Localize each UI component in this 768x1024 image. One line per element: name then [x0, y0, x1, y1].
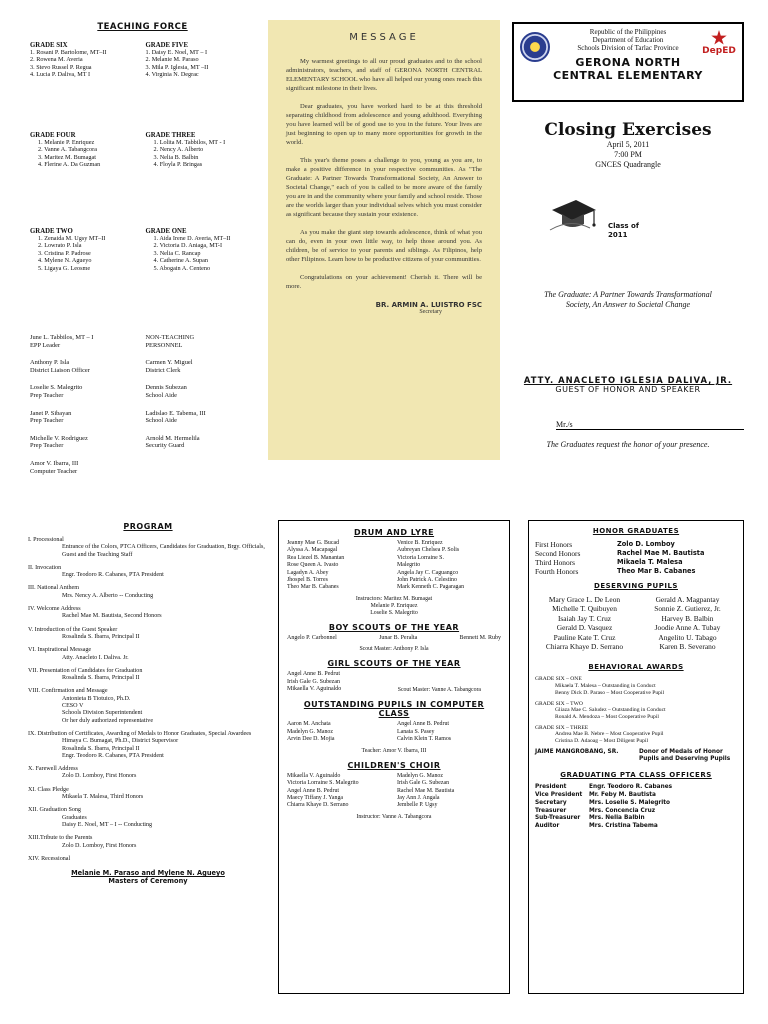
program-item	[28, 585, 268, 600]
staff-name: Dennis Subezan	[145, 384, 187, 392]
message-panel	[268, 20, 500, 460]
member-name: Angel Anne B. Pedrut	[287, 787, 340, 794]
honor-rank: First Honors	[535, 540, 573, 549]
event-venue: GNCES Quadrangle	[595, 160, 661, 169]
program-item-detail: Himaya C. Bumagat, Ph.D., District Supervisor	[62, 738, 179, 745]
scout-name: Bennett M. Ruby	[459, 634, 501, 641]
grade-title: GRADE ONE	[145, 228, 187, 235]
member-name: Sonnie Z. Gutierez, Jr.	[654, 604, 721, 614]
staff-entry	[146, 359, 256, 374]
member-name: Jeanny Mae G. Bucad	[287, 540, 340, 546]
member-name: Irish Gale G. Subezan	[397, 780, 450, 787]
drum-lyre-members	[287, 540, 501, 592]
grades-left-column	[30, 42, 140, 485]
officer-name: Mrs. Loselie S. Malegrito	[589, 799, 671, 806]
graduation-theme: The Graduate: A Partner Towards Transformational Society, An Answer to Societal Change	[544, 290, 712, 309]
member-name: Madelyn G. Manoz	[397, 772, 443, 779]
officer-name: Mr. Feby M. Bautista	[589, 791, 656, 798]
teacher-name: 4. Catherine A. Supan	[153, 257, 208, 265]
program-item	[28, 537, 268, 559]
program-item-heading: X. Farewell Address	[28, 766, 78, 773]
computer-teacher: Teacher: Amor V. Ibarra, III	[361, 747, 427, 754]
donor-description: Donor of Medals of Honor Pupils and Deserving Pupils	[639, 748, 731, 762]
invitation-request: The Graduates request the honor of your presence.	[546, 440, 710, 449]
closing-exercises-title: Closing Exercises	[544, 120, 712, 140]
award-entry: Gliaza Mae C. Saludez – Outstanding in Conduct	[555, 707, 666, 714]
teacher-name: 2. Vanne A. Tabangcora	[38, 146, 97, 154]
teacher-name: 1. Daisy E. Noel, MT – I	[145, 49, 208, 56]
class-of-text: Class of	[608, 222, 639, 230]
member-name: Aaron M. Anchata	[287, 721, 331, 728]
event-date: April 5, 2011	[606, 140, 650, 149]
computer-class-title: OUTSTANDING PUPILS IN COMPUTER CLASS	[303, 700, 485, 719]
member-name: Joodie Anne A. Tubay	[654, 623, 721, 633]
teacher-name: 4. Floyla P. Bringas	[153, 161, 203, 169]
member-name: Malegrito	[397, 562, 421, 569]
honor-rank: Fourth Honors	[535, 567, 579, 576]
staff-name: Arnold M. Hermelila	[145, 434, 200, 442]
member-name: Jay Ann J. Angala	[397, 794, 440, 801]
member-name: Theo Mar B. Cabanes	[287, 584, 339, 591]
staff-role: EPP Leader	[30, 341, 61, 349]
award-grade: GRADE SIX – THREE	[535, 724, 589, 731]
medal-donor	[535, 749, 737, 763]
event-time: 7:00 PM	[614, 150, 642, 159]
program-item-heading: XI. Class Pledge	[28, 786, 69, 793]
program-panel	[28, 522, 268, 992]
staff-role: PERSONNEL	[145, 341, 183, 349]
member-name: John Patrick A. Celestino	[397, 577, 457, 584]
teacher-name: 1. Aida Irene D. Averia, MT–II	[153, 235, 231, 242]
officer-name: Mrs. Cristina Tabema	[589, 823, 658, 830]
message-paragraph: My warmest greetings to all our proud graduates and to the school administrators, teachers, and staff of GERONA NORTH CENTRAL ELEMENTARY SCHOOL who have all helped our young ones reach this significant milestone in their lives.	[286, 58, 482, 92]
award-grade: GRADE SIX – TWO	[535, 700, 583, 707]
staff-entry	[30, 460, 140, 475]
deped-logo	[700, 30, 738, 58]
program-item-heading: IV. Welcome Address	[28, 606, 81, 613]
staff-name: Amor V. Ibarra, III	[30, 459, 79, 467]
member-name: Angelito U. Tabago	[658, 632, 717, 642]
instructor-line: Instructors: Maritez M. Bumagat	[355, 595, 433, 602]
deped-seal-icon	[520, 32, 550, 62]
republic-line: Republic of the Philippines	[589, 28, 667, 36]
member-name: Angela Jay C. Caguangco	[397, 569, 459, 576]
scout-name: Angel Anne B. Pedrut	[287, 671, 340, 678]
program-item-detail: Schools Division Superintendent	[62, 710, 143, 717]
honor-rank: Third Honors	[535, 558, 576, 567]
addressee-line: Mr./s	[556, 420, 744, 430]
masters-names: Melanie M. Paraso and Mylene N. Agueyo	[71, 869, 225, 878]
honors-panel	[528, 520, 744, 994]
honor-name: Theo Mar B. Cabanes	[617, 567, 696, 575]
officer-position: Vice President	[535, 791, 583, 798]
teacher-name: 2. Nency A. Alberto	[153, 146, 204, 154]
member-name: Lagadyn A. Abey	[287, 569, 329, 576]
message-signatory-title: Secretary	[419, 309, 442, 315]
staff-role: District Clerk	[145, 366, 181, 374]
program-item-heading: IX. Distribution of Certificates, Awarding of Medals to Honor Graduates, Special Awardees	[28, 730, 252, 737]
program-item-heading: II. Invocation	[28, 564, 62, 571]
staff-entry	[30, 435, 140, 450]
teacher-name: 1. Rosani P. Bartolome, MT–II	[30, 49, 107, 56]
officer-position: President	[535, 784, 567, 791]
member-name: Chiarra Khaye D. Serrano	[545, 642, 624, 652]
deserving-pupils-title: DESERVING PUPILS	[594, 582, 678, 590]
honor-name: Zolo D. Lomboy	[617, 540, 675, 548]
teacher-name: 5. Ligaya G. Leosme	[38, 264, 91, 272]
program-item-heading: VI. Inspirational Message	[28, 647, 92, 654]
member-name: Karen B. Severano	[659, 642, 716, 652]
grade-title: GRADE SIX	[30, 42, 68, 49]
member-name: Gerald A. Magpantay	[655, 595, 720, 604]
program-item-heading: XIII.Tribute to the Parents	[28, 835, 93, 842]
program-item-heading: III. National Anthem	[28, 585, 79, 592]
staff-entry	[146, 384, 256, 399]
member-name: Gerald D. Vasquez	[556, 623, 613, 633]
member-name: Angel Anne B. Pedrut	[397, 721, 450, 728]
department-line: Department of Education	[592, 36, 664, 44]
award-grade: GRADE SIX – ONE	[535, 676, 582, 683]
staff-role: Prep Teacher	[30, 391, 64, 399]
staff-name: Anthony P. Isla	[30, 359, 70, 367]
member-name: Rose Queen A. Ivasto	[287, 562, 339, 569]
staff-role: District Liaison Officer	[30, 366, 90, 374]
teacher-name: 3. Mila P. Iglesia, MT –II	[145, 63, 209, 71]
program-item-detail: Rosalinda S. Ibarra, Principal II	[62, 675, 140, 682]
grade-title: GRADE TWO	[30, 228, 73, 235]
officer-position: Treasurer	[535, 807, 567, 814]
program-item	[28, 688, 268, 724]
guest-name: ATTY. ANACLETO IGLESIA DALIVA, JR.	[523, 375, 733, 385]
program-title: PROGRAM	[123, 522, 173, 531]
member-name: Rea Liezel B. Manantan	[287, 554, 345, 561]
boy-scouts-title: BOY SCOUTS OF THE YEAR	[328, 622, 460, 632]
message-paragraph: As you make the giant step towards adolescence, think of what you can do, even in your own little way, to help those around you. As children, be of service to your parents and siblings. As Filipinos, help other Filipinos. Learn how to be productive citizens of your communities.	[286, 229, 482, 263]
pta-officers-list	[535, 784, 737, 831]
program-item-detail: Daisy E. Noel, MT – I -- Conducting	[62, 821, 153, 828]
teacher-name: 3. Maritez M. Bumagat	[38, 153, 96, 161]
award-entry: Mikaela T. Malesa – Outstanding in Conduct	[555, 683, 656, 690]
teacher-name: 4. Mylene N. Agueyo	[38, 257, 92, 265]
award-entry: Andrea Mae B. Nebre – Most Cooperative Pupil	[555, 731, 664, 738]
deserving-pupils-list	[535, 595, 737, 651]
member-name: Pauline Kate T. Cruz	[553, 632, 616, 642]
grade-title: GRADE THREE	[145, 132, 196, 139]
school-name	[518, 56, 738, 82]
staff-role: Computer Teacher	[30, 467, 78, 475]
member-name: Jhospel B. Torres	[287, 577, 328, 584]
school-name-line: GERONA NORTH	[575, 56, 681, 69]
staff-entry	[30, 334, 140, 349]
honor-rank: Second Honors	[535, 549, 581, 558]
teacher-name: 1. Zenaida M. Ugsy MT–II	[38, 235, 106, 242]
teacher-name: 2. Rowena M. Averia	[30, 56, 83, 64]
officer-name: Mrs. Nelia Balbin	[589, 815, 645, 822]
choir-instructor: Instructor: Vanne A. Tabangcora	[356, 813, 432, 820]
teacher-name: 3. Stevo Russel P. Regua	[30, 63, 92, 71]
teacher-name: 3. Nelia B. Balbin	[153, 153, 199, 161]
member-name: Rachel Mae M. Bautista	[397, 787, 455, 794]
officer-name: Mrs. Concencia Cruz	[589, 807, 656, 814]
childrens-choir-title: CHILDREN'S CHOIR	[347, 760, 441, 770]
member-name: Madelyn G. Manoz	[287, 728, 333, 735]
staff-name: Loselie S. Malegrito	[30, 384, 83, 392]
behavioral-award-group	[535, 701, 737, 721]
teacher-name: 4. Virginia N. Degrac	[145, 71, 199, 79]
program-item-detail: Atty. Anacleto I. Daliva. Jr.	[62, 654, 129, 661]
grade-members	[146, 139, 256, 169]
behavioral-awards-title: BEHAVIORAL AWARDS	[588, 663, 684, 672]
behavioral-award-group	[535, 725, 737, 745]
donor-name: JAIME MANGROBANG, SR.	[535, 748, 619, 755]
teacher-name: 4. Lucia P. Daliva, MT I	[30, 71, 91, 79]
program-item	[28, 787, 268, 802]
masters-of-ceremony	[28, 869, 268, 885]
staff-left-list	[30, 334, 140, 475]
honor-graduates-list	[535, 540, 737, 576]
program-item-detail: Zolo D. Lomboy, First Honors	[62, 842, 137, 849]
officer-position: Secretary	[535, 799, 567, 806]
member-name: Venice B. Enriquez	[397, 540, 443, 546]
teacher-name: 2. Victoria D. Aniaga, MT-I	[153, 242, 223, 250]
teacher-name: 3. Cristina P. Padrose	[38, 249, 91, 257]
program-item-heading: VII. Presentation of Candidates for Graduation	[28, 667, 143, 674]
program-item-detail: Rosalinda S. Ibarra, Principal II	[62, 633, 140, 640]
member-name: Victoria Lorraine S. Malegrito	[287, 780, 359, 787]
program-item-heading: VIII. Confirmation and Message	[28, 688, 108, 695]
honor-name: Mikaela T. Malesa	[617, 558, 683, 566]
member-name: Harvey B. Balbin	[661, 613, 714, 623]
program-item-detail: Graduates	[62, 814, 87, 821]
program-item-detail: Or her duly authorized representative	[62, 717, 154, 724]
program-item	[28, 606, 268, 621]
program-item-detail: Entrance of the Colors, PTCA Officers, Candidates for Graduation, Brgy. Officials, Guest and the Teaching Staff	[62, 544, 265, 558]
program-item-detail: Mrs. Nency A. Alberto -- Conducting	[62, 592, 154, 599]
message-title: MESSAGE	[349, 32, 419, 43]
member-name: Mary Grace L. De Leon	[548, 595, 621, 604]
program-item-detail: Rachel Mae M. Bautista, Second Honors	[62, 613, 162, 620]
staff-entry	[30, 359, 140, 374]
pta-officers-title: GRADUATING PTA CLASS OFFICERS	[560, 771, 712, 780]
behavioral-awards-list	[535, 676, 737, 744]
staff-name: Ladislao E. Tabema, III	[145, 409, 206, 417]
program-item-detail: Engr. Teodoro R. Cabanes, PTA President	[62, 752, 164, 759]
member-name: Victoria Lorraine S.	[397, 554, 444, 561]
teacher-name: 3. Nelia C. Rancap	[153, 249, 201, 257]
program-item-heading: XII. Graduation Song	[28, 807, 81, 814]
staff-role: Security Guard	[145, 442, 185, 450]
grades-right-column	[146, 42, 256, 485]
grade-members	[146, 235, 256, 272]
teaching-force-panel	[30, 22, 255, 475]
award-entry: Benny Dick D. Paraso – Most Cooperative Pupil	[555, 689, 665, 696]
girl-scout-master: Scout Master: Vanne A. Tabangcora	[397, 687, 481, 694]
grade-title: GRADE FIVE	[145, 42, 188, 49]
staff-name: Carmen Y. Miguel	[145, 359, 193, 367]
member-name: Michelle T. Quibuyen	[552, 604, 617, 614]
program-item-heading: XIV. Recessional	[28, 855, 71, 862]
program-item-detail: Mikaela T. Malesa, Third Honors	[62, 794, 144, 801]
scout-name: Junar B. Peralta	[379, 634, 418, 641]
program-item-detail: CESO V	[62, 703, 84, 710]
staff-name: NON-TEACHING	[145, 334, 195, 341]
award-entry: Ronald A. Mendoza – Most Cooperative Pupil	[555, 713, 659, 720]
instructor-line: Loselie S. Malegrito	[370, 609, 418, 616]
grade-members	[146, 49, 256, 79]
staff-entry	[146, 410, 256, 425]
boy-scouts-members	[287, 635, 501, 642]
school-header-box	[512, 22, 744, 102]
guest-role: GUEST OF HONOR AND SPEAKER	[555, 385, 701, 394]
member-name: Aubreyan Chelsea P. Solis	[397, 547, 460, 554]
program-item-detail: Zolo D. Lomboy, First Honors	[62, 773, 137, 780]
division-line: Schools Division of Tarlac Province	[577, 44, 679, 52]
member-name: Mikaella V. Aguinaldo	[287, 772, 341, 779]
program-list	[28, 537, 268, 863]
groups-panel	[278, 520, 510, 994]
teaching-force-grades	[30, 42, 255, 485]
program-item-heading: V. Introduction of the Guest Speaker	[28, 626, 118, 633]
member-name: Mark Kenneth C. Pagaragan	[397, 584, 465, 591]
grade-members	[30, 235, 140, 272]
computer-class-members	[287, 721, 501, 743]
teacher-name: 1. Lolita M. Tabbilos, MT - I	[153, 139, 226, 146]
school-name-line: CENTRAL ELEMENTARY	[553, 69, 703, 82]
program-item-heading: I. Processional	[28, 537, 64, 543]
deped-logo-text: DepED	[702, 46, 736, 56]
girl-scouts-title: GIRL SCOUTS OF THE YEAR	[327, 659, 461, 669]
member-name: Alyssa A. Macapagal	[287, 547, 338, 554]
staff-name: June L. Tabbilos, MT – I	[30, 334, 94, 341]
instructor-line: Melanie P. Enriquez	[370, 602, 418, 609]
masters-title: Masters of Ceremony	[108, 877, 188, 886]
scout-name: Angelo P. Carbonnel	[287, 634, 337, 641]
staff-entry	[30, 384, 140, 399]
officer-position: Auditor	[535, 823, 560, 830]
drum-lyre-title: DRUM AND LYRE	[353, 528, 435, 537]
officer-position: Sub-Treasurer	[535, 815, 581, 822]
staff-name: Michelle V. Rodriguez	[30, 434, 88, 442]
grade-members	[30, 49, 140, 79]
award-entry: Cristina D. Adaoag – Most Diligent Pupil	[555, 738, 649, 745]
staff-entry	[30, 410, 140, 425]
scout-name: Mikaella V. Aguinaldo	[287, 686, 342, 693]
program-item	[28, 856, 268, 863]
program-item	[28, 766, 268, 781]
teacher-name: 2. Lowrato P. Isla	[38, 242, 82, 250]
member-name: Jembelle P. Ugsy	[397, 802, 438, 809]
message-paragraph: Dear graduates, you have worked hard to be at this threshold separating childhood from adolescence and young adulthood. Everything you have learned will be of good use to you in the future. Your lives are just beginning to open up to many more opportunities for growth in the world.	[286, 103, 482, 146]
staff-name: Janet P. Sibayan	[30, 409, 72, 417]
boy-scout-master: Scout Master: Anthony P. Isla	[359, 646, 429, 653]
message-paragraph: Congratulations on your achievement! Cherish it. There will be more.	[286, 274, 482, 290]
cover-panel	[512, 22, 744, 462]
staff-role: Prep Teacher	[30, 417, 64, 425]
teacher-name: 5. Abogain A. Centeno	[153, 264, 211, 272]
staff-right-list	[146, 334, 256, 450]
graduation-cap-icon	[550, 194, 598, 232]
program-item-detail: Engr. Teodoro R. Cabanes, PTA President	[62, 572, 164, 579]
program-item	[28, 731, 268, 760]
honor-name: Rachel Mae M. Bautista	[617, 549, 705, 557]
member-name: Maecy Tiffany J. Yanga	[287, 794, 344, 801]
grade-members	[30, 139, 140, 169]
message-paragraph: This year's theme poses a challenge to you, young as you are, to make a positive difference in your respective communities. As "The Graduate: A Partner Towards Transformational Society, An Answer to Societal Change," each of you is called to be more aware of the family you are in and the community where your family and school reside. Those are the worlds larger than your individual selves which you must consider as significant because they sustain your existence.	[286, 157, 482, 218]
staff-role: School Aide	[145, 417, 177, 425]
staff-role: Prep Teacher	[30, 442, 64, 450]
member-name: Isaiah Jay T. Cruz	[557, 613, 612, 623]
program-item-detail: Rosalinda S. Ibarra, Principal II	[62, 745, 140, 752]
grade-title: GRADE FOUR	[30, 132, 76, 139]
member-name: Calvin Klein T. Ramos	[397, 736, 452, 743]
teacher-name: 2. Melanie M. Paraso	[145, 56, 199, 64]
guest-of-honor	[512, 375, 744, 394]
program-item	[28, 627, 268, 642]
program-item-detail: Antonieta B Tiotuico, Ph.D.	[62, 695, 131, 702]
staff-entry	[146, 334, 256, 349]
message-signatory: BR. ARMIN A. LUISTRO FSC	[375, 301, 482, 309]
program-item	[28, 835, 268, 850]
class-of-label	[608, 222, 639, 239]
behavioral-award-group	[535, 676, 737, 696]
member-name: Lanata S. Pasey	[397, 728, 435, 735]
teaching-force-title: TEACHING FORCE	[97, 22, 188, 32]
program-item	[28, 565, 268, 580]
teacher-name: 4. Flerine A. Da Guzman	[38, 161, 101, 169]
program-item	[28, 807, 268, 829]
program-item	[28, 647, 268, 662]
class-year-text: 2011	[608, 230, 628, 239]
staff-role: School Aide	[145, 391, 177, 399]
program-item	[28, 668, 268, 683]
childrens-choir-members	[287, 773, 501, 810]
member-name: Arvin Dee D. Mojia	[287, 736, 335, 743]
staff-entry	[146, 435, 256, 450]
honor-graduates-title: HONOR GRADUATES	[592, 527, 680, 535]
officer-name: Engr. Teodoro R. Cabanes	[589, 784, 673, 791]
drum-lyre-instructors	[287, 596, 501, 617]
scout-name: Irish Gale G. Subezan	[287, 678, 340, 685]
deped-star-icon	[711, 30, 727, 46]
member-name: Chiarra Khaye D. Serrano	[287, 802, 349, 809]
teacher-name: 1. Melanie P. Enriquez	[38, 139, 95, 146]
